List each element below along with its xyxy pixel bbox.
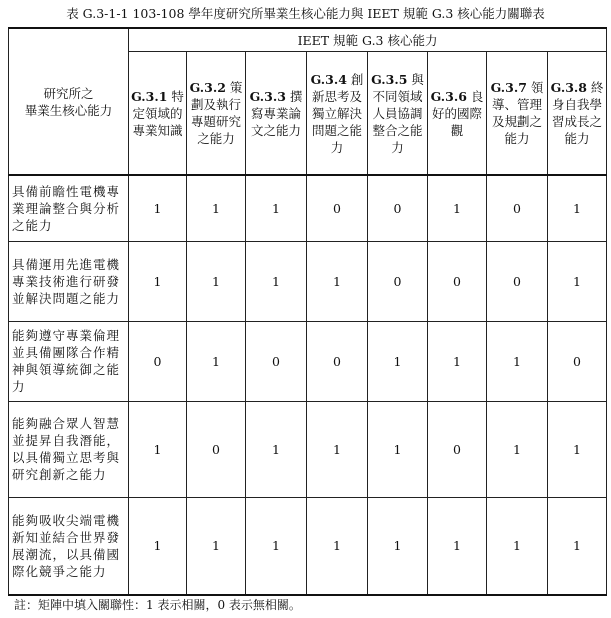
table-note: 註：矩陣中填入關聯性：1 表示相關，0 表示無相關。 <box>14 598 301 612</box>
competency-description: 終身自我學習成長之能力 <box>552 80 604 146</box>
matrix-row <box>9 175 607 241</box>
relevance-value-cell: 1 <box>487 401 548 497</box>
relevance-value-cell: 1 <box>187 321 246 401</box>
competency-header <box>187 52 246 176</box>
relevance-value-cell: 1 <box>368 497 428 595</box>
group-header: IEET 規範 G.3 核心能力 <box>129 28 607 52</box>
relevance-value-cell: 1 <box>246 401 307 497</box>
relevance-value-cell: 0 <box>487 175 548 241</box>
graduate-ability-cell: 能夠融合眾人智慧並提昇自我潛能，以具備獨立思考與研究創新之能力 <box>9 401 129 497</box>
corner-header-line2: 畢業生核心能力 <box>24 102 113 118</box>
competency-code: G.3.3 <box>249 88 286 104</box>
relevance-value-cell: 1 <box>129 241 187 321</box>
relevance-value-cell: 1 <box>187 497 246 595</box>
relevance-value-cell: 1 <box>246 175 307 241</box>
competency-description: 創新思考及獨立解決問題之能力 <box>311 71 364 155</box>
competency-description: 與不同領域人員協調整合之能力 <box>372 71 424 155</box>
competency-description: 撰寫專業論文之能力 <box>250 88 303 138</box>
group-header-row <box>9 28 607 52</box>
relevance-value-cell: 0 <box>307 175 368 241</box>
relevance-value-cell: 1 <box>129 175 187 241</box>
relevance-value-cell: 0 <box>487 241 548 321</box>
relevance-value-cell: 0 <box>187 401 246 497</box>
relevance-value-cell: 1 <box>246 497 307 595</box>
relevance-value-cell: 1 <box>307 401 368 497</box>
relevance-value-cell: 1 <box>428 175 487 241</box>
competency-code: G.3.4 <box>310 71 347 87</box>
competency-code: G.3.2 <box>189 80 226 95</box>
relevance-value-cell: 1 <box>187 175 246 241</box>
competency-description: 特定領域的專業知識 <box>132 88 184 138</box>
competency-description: 策劃及執行專題研究之能力 <box>190 80 243 146</box>
relevance-value-cell: 0 <box>428 241 487 321</box>
relevance-value-cell: 0 <box>548 321 607 401</box>
competency-matrix-table <box>8 27 607 596</box>
relevance-value-cell: 1 <box>487 497 548 595</box>
matrix-row <box>9 497 607 595</box>
relevance-value-cell: 1 <box>487 321 548 401</box>
competency-header <box>246 52 307 176</box>
relevance-value-cell: 1 <box>428 321 487 401</box>
relevance-value-cell: 1 <box>187 241 246 321</box>
graduate-ability-cell: 能夠遵守專業倫理並具備團隊合作精神與領導統御之能力 <box>9 321 129 401</box>
competency-header <box>428 52 487 176</box>
matrix-row <box>9 321 607 401</box>
competency-header <box>368 52 428 176</box>
relevance-value-cell: 1 <box>548 175 607 241</box>
relevance-value-cell: 0 <box>129 321 187 401</box>
competency-code: G.3.8 <box>550 80 587 95</box>
competency-header <box>548 52 607 176</box>
competency-code: G.3.7 <box>490 80 527 95</box>
competency-header <box>307 52 368 176</box>
competency-code: G.3.5 <box>371 71 408 87</box>
relevance-value-cell: 1 <box>428 497 487 595</box>
matrix-row <box>9 401 607 497</box>
competency-header <box>129 52 187 176</box>
competency-code: G.3.1 <box>131 88 168 104</box>
relevance-value-cell: 0 <box>368 175 428 241</box>
relevance-value-cell: 0 <box>368 241 428 321</box>
graduate-ability-cell: 能夠吸收尖端電機新知並結合世界發展潮流，以具備國際化競爭之能力 <box>9 497 129 595</box>
relevance-value-cell: 1 <box>368 401 428 497</box>
relevance-value-cell: 0 <box>307 321 368 401</box>
relevance-value-cell: 1 <box>368 321 428 401</box>
graduate-ability-cell: 具備前瞻性電機專業理論整合與分析之能力 <box>9 175 129 241</box>
relevance-value-cell: 1 <box>307 241 368 321</box>
relevance-value-cell: 0 <box>428 401 487 497</box>
relevance-value-cell: 1 <box>548 401 607 497</box>
relevance-value-cell: 1 <box>246 241 307 321</box>
competency-description: 領導、管理及規劃之能力 <box>491 80 544 146</box>
relevance-value-cell: 0 <box>246 321 307 401</box>
relevance-value-cell: 1 <box>307 497 368 595</box>
relevance-value-cell: 1 <box>548 241 607 321</box>
relevance-value-cell: 1 <box>129 401 187 497</box>
relevance-value-cell: 1 <box>548 497 607 595</box>
matrix-row <box>9 241 607 321</box>
corner-header-line1: 研究所之 <box>43 85 94 101</box>
competency-description: 良好的國際觀 <box>431 88 484 138</box>
table-caption: 表 G.3-1-1 103-108 學年度研究所畢業生核心能力與 IEET 規範 G.3 核心能力關聯表 <box>66 6 545 21</box>
graduate-ability-cell: 具備運用先進電機專業技術進行研發並解決問題之能力 <box>9 241 129 321</box>
competency-code: G.3.6 <box>430 88 467 104</box>
relevance-value-cell: 1 <box>129 497 187 595</box>
corner-header <box>9 28 129 175</box>
competency-header <box>487 52 548 176</box>
